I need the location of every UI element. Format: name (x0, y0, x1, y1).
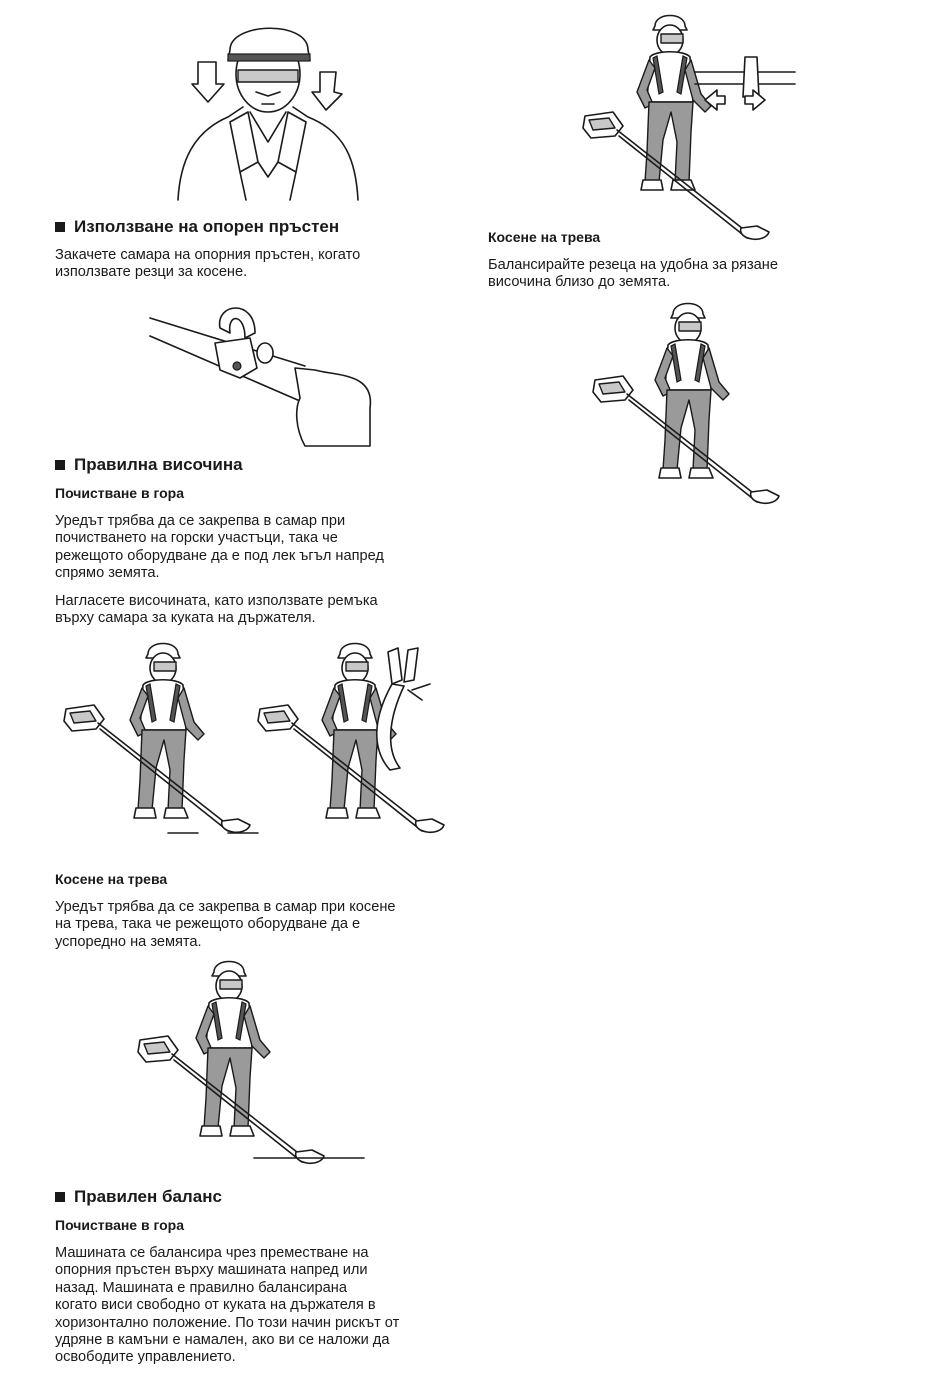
operator-trimmer-illustration (585, 12, 805, 227)
section-heading-correct-balance: Правилен баланс (55, 1187, 222, 1207)
bullet-square-icon (55, 1192, 65, 1202)
operator-trimmer-illustration (140, 958, 370, 1168)
operator-trimmer-illustration (262, 640, 462, 840)
subheading-grass-cutting-right: Косене на трева (488, 229, 601, 245)
height-adjust-text: Нагласете височината, като използвате ремъка върху самара за куката на държателя. (55, 593, 378, 627)
subheading-grass-cutting: Косене на трева (55, 871, 168, 887)
bullet-square-icon (55, 460, 65, 470)
subheading-forest-clearing: Почистване в гора (55, 485, 185, 501)
operator-trimmer-illustration (595, 300, 795, 515)
section-heading-correct-height: Правилна височина (55, 455, 243, 475)
support-ring-illustration (145, 298, 375, 448)
balance-text: Машината се балансира чрез преместване на опорния пръстен върху машината напред или назад. Машината е правилно балансирана когато виси свободно от куката на държателя в хоризонтално положение. По този начин рискът от удряне в камъни е намален, ако ви се наложи да освободите управлението. (55, 1245, 400, 1366)
support-ring-text: Закачете самара на опорния пръстен, когато използвате резци за косене. (55, 247, 361, 281)
grass-balance-text: Балансирайте резеца на удобна за рязане височина близо до земята. (488, 257, 778, 291)
harness-illustration (168, 12, 368, 212)
section-heading-support-ring: Използване на опорен пръстен (55, 217, 339, 237)
grass-cutting-text: Уредът трябва да се закрепва в самар при косене на трева, така че режещото оборудване да е успоредно на земята. (55, 899, 396, 950)
operator-trimmer-illustration (68, 640, 268, 840)
bullet-square-icon (55, 222, 65, 232)
forest-clearing-text: Уредът трябва да се закрепва в самар при почистването на горски участъци, така че режещото оборудване да е под лек ъгъл напред спрямо земята. (55, 513, 384, 582)
subheading-forest-clearing: Почистване в гора (55, 1217, 185, 1233)
